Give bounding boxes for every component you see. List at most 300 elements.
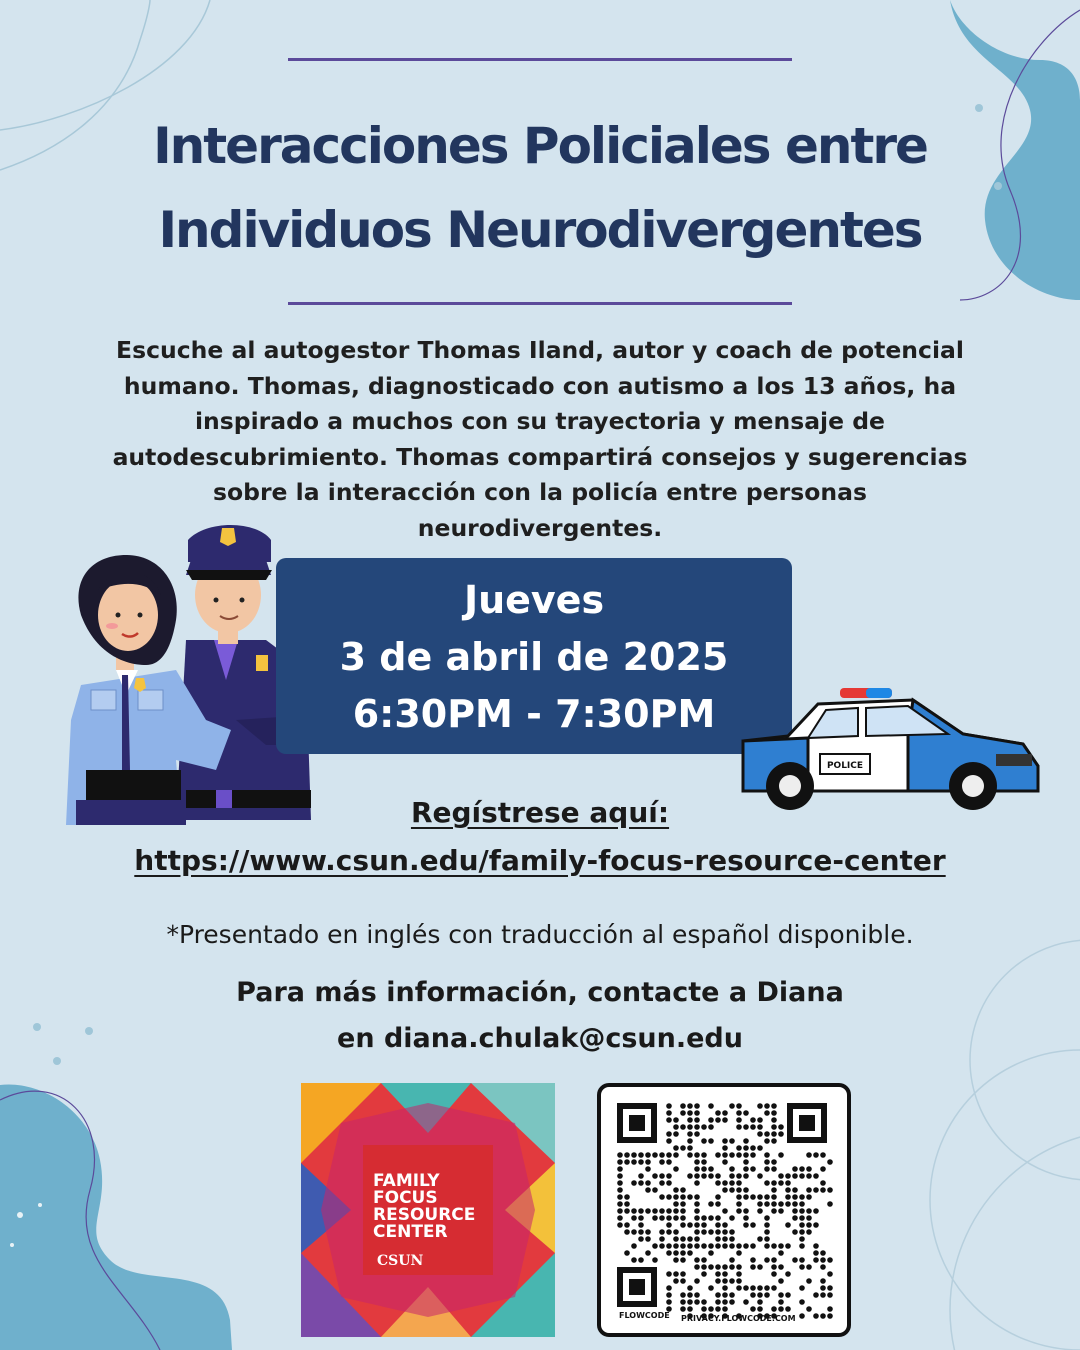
qr-dot (820, 1278, 826, 1284)
qr-dot (778, 1243, 784, 1249)
qr-dot (827, 1257, 833, 1263)
qr-dot (659, 1180, 665, 1186)
qr-dot (806, 1215, 812, 1221)
qr-dot (757, 1201, 763, 1207)
qr-dot (764, 1180, 770, 1186)
qr-dot (785, 1243, 791, 1249)
qr-dot (652, 1257, 658, 1263)
qr-dot (694, 1278, 700, 1284)
qr-dot (617, 1152, 623, 1158)
qr-dot (743, 1166, 749, 1172)
qr-dot (722, 1271, 728, 1277)
description-line: sobre la interacción con la policía entre personas neurodivergentes. (213, 478, 867, 542)
qr-dot (631, 1159, 637, 1165)
qr-dot (715, 1215, 721, 1221)
qr-dot (771, 1131, 777, 1137)
qr-dot (750, 1145, 756, 1151)
qr-dot (708, 1117, 714, 1123)
qr-dot (750, 1194, 756, 1200)
qr-dot (666, 1138, 672, 1144)
qr-dot (729, 1264, 735, 1270)
qr-dot (757, 1145, 763, 1151)
qr-dot (638, 1159, 644, 1165)
qr-dot (638, 1208, 644, 1214)
qr-dot (638, 1236, 644, 1242)
qr-dot (687, 1194, 693, 1200)
qr-dot (806, 1264, 812, 1270)
qr-dot (750, 1166, 756, 1172)
qr-dot (806, 1208, 812, 1214)
qr-dot (638, 1222, 644, 1228)
qr-dot (736, 1173, 742, 1179)
qr-dot (729, 1278, 735, 1284)
qr-dot (722, 1180, 728, 1186)
qr-dot (778, 1173, 784, 1179)
qr-dot (680, 1110, 686, 1116)
qr-dot (715, 1292, 721, 1298)
qr-dot (687, 1236, 693, 1242)
qr-dot (743, 1187, 749, 1193)
qr-dot (743, 1152, 749, 1158)
qr-dot (820, 1313, 826, 1319)
description-line: Escuche al autogestor Thomas Iland, autor y coach de potencial (116, 336, 964, 364)
qr-dot (820, 1250, 826, 1256)
qr-dot (694, 1243, 700, 1249)
qr-dot (624, 1222, 630, 1228)
qr-dot (694, 1236, 700, 1242)
qr-dot (820, 1166, 826, 1172)
qr-dot (743, 1285, 749, 1291)
qr-dot (680, 1208, 686, 1214)
qr-dot (792, 1215, 798, 1221)
qr-dot (638, 1257, 644, 1263)
qr-dot (701, 1306, 707, 1312)
qr-dot (813, 1250, 819, 1256)
qr-dot (820, 1152, 826, 1158)
qr-dot (736, 1271, 742, 1277)
qr-dot (736, 1250, 742, 1256)
qr-dot (708, 1215, 714, 1221)
qr-dot (708, 1243, 714, 1249)
qr-dot (687, 1145, 693, 1151)
qr-dot (645, 1236, 651, 1242)
qr-dot (764, 1292, 770, 1298)
qr-dot (771, 1110, 777, 1116)
qr-dot (799, 1229, 805, 1235)
qr-dot (813, 1292, 819, 1298)
qr-dot (743, 1194, 749, 1200)
bottom-divider (288, 302, 792, 305)
qr-dot (771, 1166, 777, 1172)
qr-dot (722, 1110, 728, 1116)
qr-dot (694, 1194, 700, 1200)
qr-dot (687, 1103, 693, 1109)
qr-dot (757, 1208, 763, 1214)
qr-dot (736, 1117, 742, 1123)
qr-dot (666, 1285, 672, 1291)
qr-dot (736, 1145, 742, 1151)
contact-line-2[interactable]: en diana.chulak@csun.edu (337, 1023, 743, 1054)
qr-dot (764, 1222, 770, 1228)
qr-dot (827, 1306, 833, 1312)
qr-dot (680, 1215, 686, 1221)
qr-dot (722, 1222, 728, 1228)
qr-dot (701, 1173, 707, 1179)
qr-dot (736, 1152, 742, 1158)
qr-dot (722, 1145, 728, 1151)
qr-dot (820, 1257, 826, 1263)
qr-dot (827, 1285, 833, 1291)
qr-dot (764, 1201, 770, 1207)
qr-dot (673, 1208, 679, 1214)
qr-dot (785, 1306, 791, 1312)
qr-dot (680, 1243, 686, 1249)
qr-dot (638, 1229, 644, 1235)
qr-dot (708, 1306, 714, 1312)
qr-dot (694, 1264, 700, 1270)
qr-dot (666, 1243, 672, 1249)
title-line-1: Interacciones Policiales entre (153, 117, 927, 175)
qr-dot (673, 1131, 679, 1137)
qr-dot (666, 1299, 672, 1305)
qr-dot (624, 1250, 630, 1256)
qr-dot (666, 1250, 672, 1256)
qr-dot (736, 1110, 742, 1116)
qr-dot (722, 1292, 728, 1298)
qr-dot (736, 1180, 742, 1186)
qr-dot (687, 1124, 693, 1130)
qr-dot (771, 1306, 777, 1312)
qr-dot (820, 1180, 826, 1186)
qr-dot (680, 1271, 686, 1277)
qr-dot (701, 1166, 707, 1172)
qr-dot (813, 1243, 819, 1249)
qr-dot (750, 1243, 756, 1249)
qr-dot (778, 1208, 784, 1214)
qr-dot (666, 1131, 672, 1137)
qr-dot (694, 1166, 700, 1172)
logo-line: RESOURCE (373, 1205, 476, 1225)
logo-csun: CSUN (377, 1253, 424, 1269)
qr-dot (715, 1229, 721, 1235)
qr-dot (722, 1306, 728, 1312)
qr-dot (673, 1236, 679, 1242)
qr-dot (652, 1173, 658, 1179)
qr-dot (659, 1173, 665, 1179)
qr-dot (778, 1306, 784, 1312)
qr-dot (694, 1292, 700, 1298)
qr-dot (827, 1201, 833, 1207)
qr-dot (757, 1117, 763, 1123)
qr-dot (736, 1285, 742, 1291)
qr-dot (764, 1138, 770, 1144)
qr-dot (617, 1173, 623, 1179)
qr-dot (687, 1152, 693, 1158)
qr-dot (645, 1229, 651, 1235)
qr-dot (645, 1152, 651, 1158)
qr-dot (750, 1222, 756, 1228)
qr-dot (673, 1257, 679, 1263)
qr-dot (673, 1166, 679, 1172)
qr-dot (778, 1180, 784, 1186)
qr-dot (673, 1194, 679, 1200)
qr-dot (624, 1194, 630, 1200)
logo-line: FAMILY (373, 1171, 440, 1191)
qr-dot (771, 1271, 777, 1277)
qr-dot (736, 1243, 742, 1249)
qr-dot (666, 1117, 672, 1123)
qr-dot (687, 1306, 693, 1312)
qr-dot (764, 1229, 770, 1235)
qr-dot (778, 1278, 784, 1284)
qr-dot (806, 1187, 812, 1193)
qr-dot (757, 1285, 763, 1291)
qr-dot (701, 1124, 707, 1130)
qr-dot (617, 1180, 623, 1186)
qr-dot (694, 1152, 700, 1158)
qr-dot (771, 1117, 777, 1123)
qr-dot (687, 1131, 693, 1137)
qr-dot (799, 1194, 805, 1200)
qr-dot (792, 1166, 798, 1172)
qr-dot (729, 1166, 735, 1172)
qr-dot (736, 1187, 742, 1193)
qr-dot (694, 1173, 700, 1179)
qr-dot (764, 1257, 770, 1263)
qr-dot (771, 1180, 777, 1186)
qr-dot (806, 1173, 812, 1179)
qr-dot (687, 1250, 693, 1256)
qr-dot (694, 1131, 700, 1137)
qr-dot (708, 1173, 714, 1179)
qr-dot (722, 1264, 728, 1270)
qr-dot (673, 1124, 679, 1130)
qr-dot (750, 1285, 756, 1291)
qr-dot (792, 1187, 798, 1193)
qr-dot (729, 1215, 735, 1221)
qr-dot (624, 1201, 630, 1207)
qr-dot (687, 1285, 693, 1291)
description (90, 333, 990, 546)
qr-code[interactable] (597, 1083, 851, 1337)
qr-dot (722, 1229, 728, 1235)
qr-dot (680, 1236, 686, 1242)
qr-dot (729, 1257, 735, 1263)
qr-dot (736, 1201, 742, 1207)
qr-dot (666, 1222, 672, 1228)
qr-dot (666, 1173, 672, 1179)
qr-dot (764, 1215, 770, 1221)
qr-dot (813, 1257, 819, 1263)
qr-dot (820, 1292, 826, 1298)
qr-dot (638, 1215, 644, 1221)
qr-dot (764, 1285, 770, 1291)
qr-dot (743, 1124, 749, 1130)
qr-dot (764, 1243, 770, 1249)
qr-dot (624, 1208, 630, 1214)
qr-dot (715, 1110, 721, 1116)
qr-dot (666, 1110, 672, 1116)
qr-dot (750, 1264, 756, 1270)
event-date: 3 de abril de 2025 (339, 635, 729, 679)
qr-dot (680, 1250, 686, 1256)
qr-dot (771, 1243, 777, 1249)
qr-dot (757, 1236, 763, 1242)
qr-dot (743, 1110, 749, 1116)
qr-dot (764, 1194, 770, 1200)
qr-dot (813, 1152, 819, 1158)
qr-dot (792, 1229, 798, 1235)
qr-dot (673, 1243, 679, 1249)
qr-dot (666, 1103, 672, 1109)
qr-dot (715, 1264, 721, 1270)
qr-dot (827, 1187, 833, 1193)
description-line: humano. Thomas, diagnosticado con autismo a los 13 años, ha (123, 371, 957, 400)
qr-dot (778, 1264, 784, 1270)
qr-dot (708, 1285, 714, 1291)
qr-dot (673, 1117, 679, 1123)
qr-dot (785, 1292, 791, 1298)
qr-dot (694, 1110, 700, 1116)
qr-dot (666, 1159, 672, 1165)
qr-dot (722, 1208, 728, 1214)
qr-dot (722, 1159, 728, 1165)
qr-dot (736, 1103, 742, 1109)
qr-dot (673, 1229, 679, 1235)
qr-dot (750, 1117, 756, 1123)
qr-dot (757, 1299, 763, 1305)
register-link[interactable]: https://www.csun.edu/family-focus-resource-center (134, 844, 946, 877)
qr-dot (659, 1215, 665, 1221)
qr-dot (673, 1187, 679, 1193)
qr-dot (715, 1201, 721, 1207)
qr-dot (757, 1194, 763, 1200)
qr-dot (722, 1278, 728, 1284)
qr-dot (701, 1215, 707, 1221)
qr-dot (757, 1131, 763, 1137)
qr-dot (722, 1285, 728, 1291)
qr-dot (792, 1194, 798, 1200)
logo-title (373, 1173, 491, 1241)
qr-dot (659, 1229, 665, 1235)
qr-dot (701, 1271, 707, 1277)
qr-dot (701, 1152, 707, 1158)
qr-dot (785, 1180, 791, 1186)
qr-dot (715, 1194, 721, 1200)
qr-dot (680, 1222, 686, 1228)
qr-dot (813, 1187, 819, 1193)
qr-dot (799, 1285, 805, 1291)
qr-dot (680, 1187, 686, 1193)
qr-dot (715, 1278, 721, 1284)
qr-dot (617, 1187, 623, 1193)
qr-dot (799, 1166, 805, 1172)
qr-dot (680, 1306, 686, 1312)
qr-dot (722, 1138, 728, 1144)
qr-dot (624, 1229, 630, 1235)
qr-dot (715, 1271, 721, 1277)
qr-dot (659, 1236, 665, 1242)
qr-dot (638, 1152, 644, 1158)
qr-dot (778, 1131, 784, 1137)
qr-dot (694, 1299, 700, 1305)
qr-dot (785, 1187, 791, 1193)
event-time: 6:30PM - 7:30PM (352, 692, 716, 736)
qr-dot (715, 1306, 721, 1312)
qr-dot (799, 1257, 805, 1263)
qr-dot (617, 1201, 623, 1207)
qr-dot (645, 1166, 651, 1172)
qr-dot (729, 1243, 735, 1249)
qr-brand: FLOWCODE (619, 1311, 670, 1320)
qr-dot (750, 1257, 756, 1263)
qr-dot (764, 1131, 770, 1137)
qr-dot (771, 1285, 777, 1291)
qr-dot (799, 1264, 805, 1270)
qr-dot (638, 1180, 644, 1186)
qr-privacy: PRIVACY.FLOWCODE.COM (681, 1314, 796, 1323)
qr-dot (729, 1236, 735, 1242)
qr-dot (694, 1208, 700, 1214)
qr-dot (785, 1222, 791, 1228)
qr-dot (673, 1250, 679, 1256)
qr-dot (792, 1257, 798, 1263)
qr-dot (799, 1215, 805, 1221)
qr-dot (722, 1243, 728, 1249)
qr-dot (687, 1138, 693, 1144)
qr-dot (715, 1243, 721, 1249)
qr-dot (673, 1271, 679, 1277)
qr-dot (743, 1299, 749, 1305)
qr-dot (729, 1299, 735, 1305)
qr-dot (743, 1222, 749, 1228)
qr-dot (701, 1229, 707, 1235)
register-label: Regístrese aquí: (410, 796, 670, 829)
qr-dot (680, 1257, 686, 1263)
description-line: autodescubrimiento. Thomas compartirá consejos y sugerencias (112, 442, 968, 471)
police-label: POLICE (826, 761, 864, 771)
qr-dot (799, 1222, 805, 1228)
qr-dot (694, 1124, 700, 1130)
qr-dot (736, 1194, 742, 1200)
qr-dot (708, 1166, 714, 1172)
qr-dot (708, 1124, 714, 1130)
qr-dot (631, 1229, 637, 1235)
qr-dot (687, 1299, 693, 1305)
contact-line-1: Para más información, contacte a Diana (236, 977, 844, 1008)
qr-dot (792, 1208, 798, 1214)
qr-dot (617, 1159, 623, 1165)
qr-dot (806, 1278, 812, 1284)
qr-dot (729, 1103, 735, 1109)
qr-dot (687, 1117, 693, 1123)
qr-pattern (609, 1095, 839, 1325)
qr-dot (659, 1159, 665, 1165)
qr-dot (757, 1264, 763, 1270)
qr-dot (659, 1194, 665, 1200)
event-date-box (276, 558, 792, 754)
qr-dot (771, 1264, 777, 1270)
qr-dot (631, 1180, 637, 1186)
qr-dot (701, 1257, 707, 1263)
qr-dot (757, 1124, 763, 1130)
qr-dot (827, 1292, 833, 1298)
qr-dot (694, 1117, 700, 1123)
qr-dot (715, 1299, 721, 1305)
qr-dot (813, 1313, 819, 1319)
qr-dot (680, 1103, 686, 1109)
qr-dot (687, 1110, 693, 1116)
